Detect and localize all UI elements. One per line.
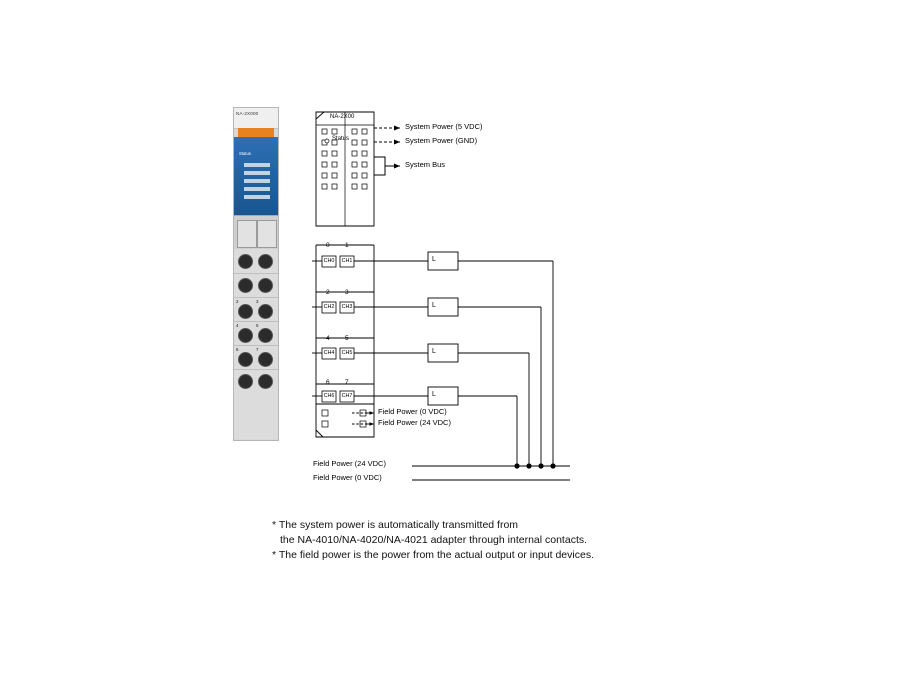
channel-number-2: 2 [326, 289, 330, 296]
callout-field-power-24vdc: Field Power (24 VDC) [378, 418, 451, 427]
load-label-4: L [432, 391, 436, 398]
channel-number-4: 4 [326, 335, 330, 342]
channel-label-ch7: CH7 [341, 393, 353, 399]
callout-system-bus: System Bus [405, 160, 446, 169]
load-label-1: L [432, 256, 436, 263]
channel-number-5: 5 [345, 335, 349, 342]
callout-system-power-5vdc: System Power (5 VDC) [405, 122, 483, 131]
bus-label-field-power-0vdc: Field Power (0 VDC) [313, 473, 382, 482]
channel-label-ch4: CH4 [323, 350, 335, 356]
photo-terminal-number: 6 [236, 347, 239, 352]
channel-label-ch6: CH6 [323, 393, 335, 399]
channel-label-ch0: CH0 [323, 258, 335, 264]
module-photo-top-label: NA-2X000 [236, 111, 259, 116]
channel-label-ch3: CH3 [341, 304, 353, 310]
photo-terminal-number: 3 [256, 299, 259, 304]
channel-label-ch1: CH1 [341, 258, 353, 264]
module-status-label: Status [332, 136, 350, 142]
callout-system-power-gnd: System Power (GND) [405, 136, 478, 145]
footnotes [272, 518, 792, 563]
load-label-3: L [432, 348, 436, 355]
load-label-2: L [432, 302, 436, 309]
channel-label-ch5: CH5 [341, 350, 353, 356]
channel-number-0: 0 [326, 242, 330, 249]
callout-field-power-0vdc: Field Power (0 VDC) [378, 407, 447, 416]
photo-terminal-number: 7 [256, 347, 259, 352]
channel-number-7: 7 [345, 379, 349, 386]
photo-terminal-number: 4 [236, 323, 239, 328]
photo-status-label: Status [239, 151, 251, 156]
module-header-label: NA-2X00 [330, 114, 355, 120]
channel-number-6: 6 [326, 379, 330, 386]
channel-label-ch2: CH2 [323, 304, 335, 310]
photo-terminal-number: 5 [256, 323, 259, 328]
channel-number-3: 3 [345, 289, 349, 296]
footnote-line-2: the NA-4010/NA-4020/NA-4021 adapter through internal contacts. [280, 534, 588, 546]
footnote-line-1: * The system power is automatically transmitted from [272, 519, 519, 531]
channel-number-1: 1 [345, 242, 349, 249]
bus-label-field-power-24vdc: Field Power (24 VDC) [313, 459, 386, 468]
footnote-line-3: * The field power is the power from the actual output or input devices. [272, 549, 594, 561]
photo-terminal-number: 2 [236, 299, 239, 304]
